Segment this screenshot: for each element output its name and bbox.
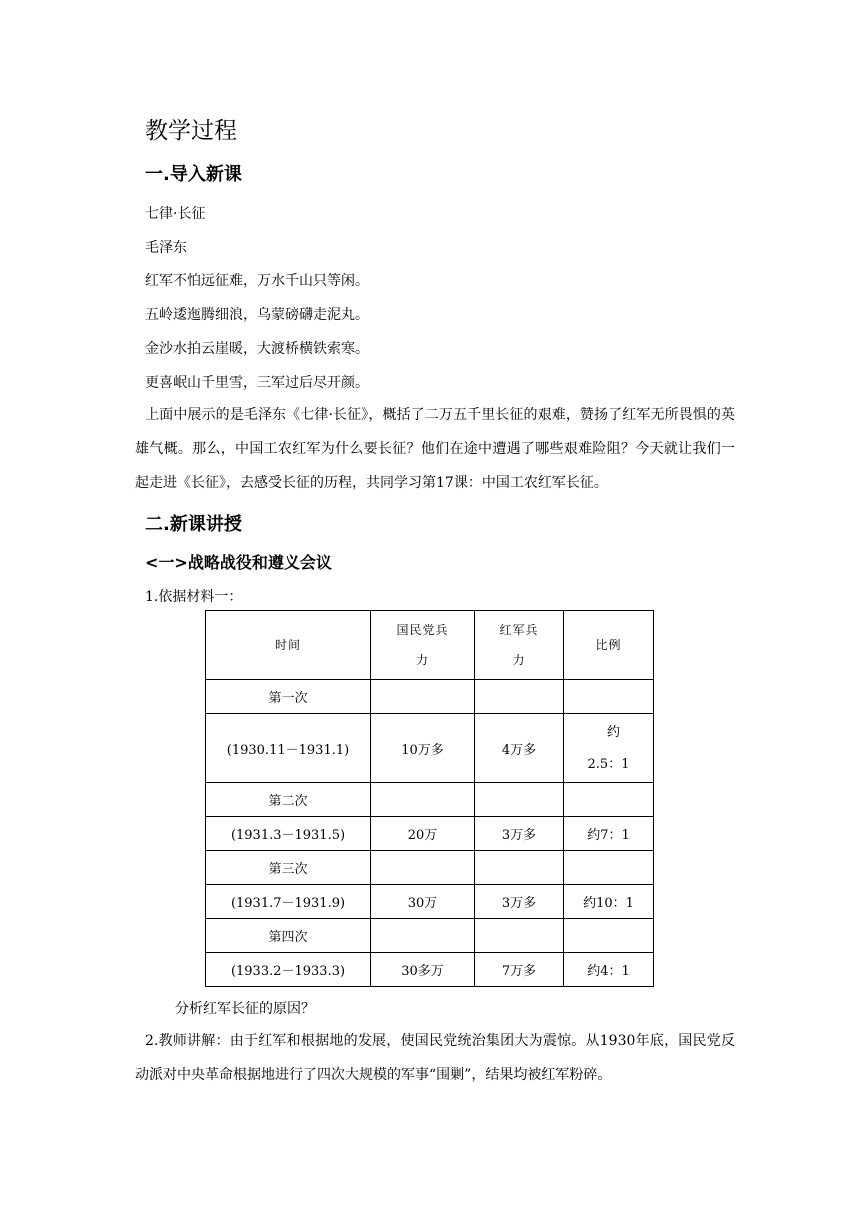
table-row [206,919,654,953]
campaign-label: 第三次 [206,851,371,885]
campaign-period: (1931.7－1931.9) [206,885,371,919]
red-strength: 3万多 [475,817,564,851]
red-strength: 4万多 [475,714,564,783]
intro-paragraph [135,398,735,500]
campaign-period: (1933.2－1933.3) [206,953,371,987]
table-row [206,714,654,783]
campaign-label: 第二次 [206,783,371,817]
item-1: 1.依据材料一： [145,589,243,605]
subsection-heading: <一>战略战役和遵义会议 [145,553,332,572]
kmt-strength: 30多万 [371,953,475,987]
ratio: 约4：1 [564,953,654,987]
table-row [206,680,654,714]
table-row [206,851,654,885]
header-ratio: 比例 [564,611,654,680]
red-strength: 7万多 [475,953,564,987]
poem-line: 红军不怕远征难，万水千山只等闲。 [145,273,369,289]
table-header-row [206,611,654,680]
ratio: 约7：1 [564,817,654,851]
poem-title: 七律·长征 [145,206,206,222]
ratio: 约10：1 [564,885,654,919]
poem-author: 毛泽东 [145,240,187,256]
item-2-text: 2.教师讲解：由于红军和根据地的发展，使国民党统治集团大为震惊。从1930年底，国民党反动派对中央革命根据地进行了四次大规模的军事“围剿”，结果均被红军粉碎。 [135,1033,735,1083]
campaign-label: 第一次 [206,680,371,714]
page-title: 教学过程 [145,118,237,144]
analysis-question: 分析红军长征的原因？ [175,1001,315,1017]
red-strength: 3万多 [475,885,564,919]
table-row [206,817,654,851]
table-row [206,953,654,987]
campaign-period: (1931.3－1931.5) [206,817,371,851]
header-kmt: 国民党兵 力 [371,611,475,680]
kmt-strength: 20万 [371,817,475,851]
ratio: 约 2.5：1 [564,714,654,783]
section-heading-intro: 一.导入新课 [145,164,242,185]
section-heading-lecture: 二.新课讲授 [145,514,242,535]
military-strength-table [205,610,654,987]
header-time: 时间 [206,611,371,680]
poem-line: 更喜岷山千里雪，三军过后尽开颜。 [145,375,369,391]
header-red: 红军兵 力 [475,611,564,680]
campaign-label: 第四次 [206,919,371,953]
table-row [206,885,654,919]
kmt-strength: 30万 [371,885,475,919]
poem-line: 五岭逶迤腾细浪，乌蒙磅礴走泥丸。 [145,307,369,323]
campaign-period: (1930.11－1931.1) [206,714,371,783]
kmt-strength: 10万多 [371,714,475,783]
intro-paragraph-text: 上面中展示的是毛泽东《七律·长征》，概括了二万五千里长征的艰难，赞扬了红军无所畏惧的英雄气概。那么，中国工农红军为什么要长征？他们在途中遭遇了哪些艰难险阻？今天就让我们一起走进《长征》，去感受长征的历程，共同学习第17课：中国工农红军长征。 [135,407,735,491]
item-2 [135,1024,735,1092]
table-row [206,783,654,817]
poem-line: 金沙水拍云崖暖，大渡桥横铁索寒。 [145,341,369,357]
